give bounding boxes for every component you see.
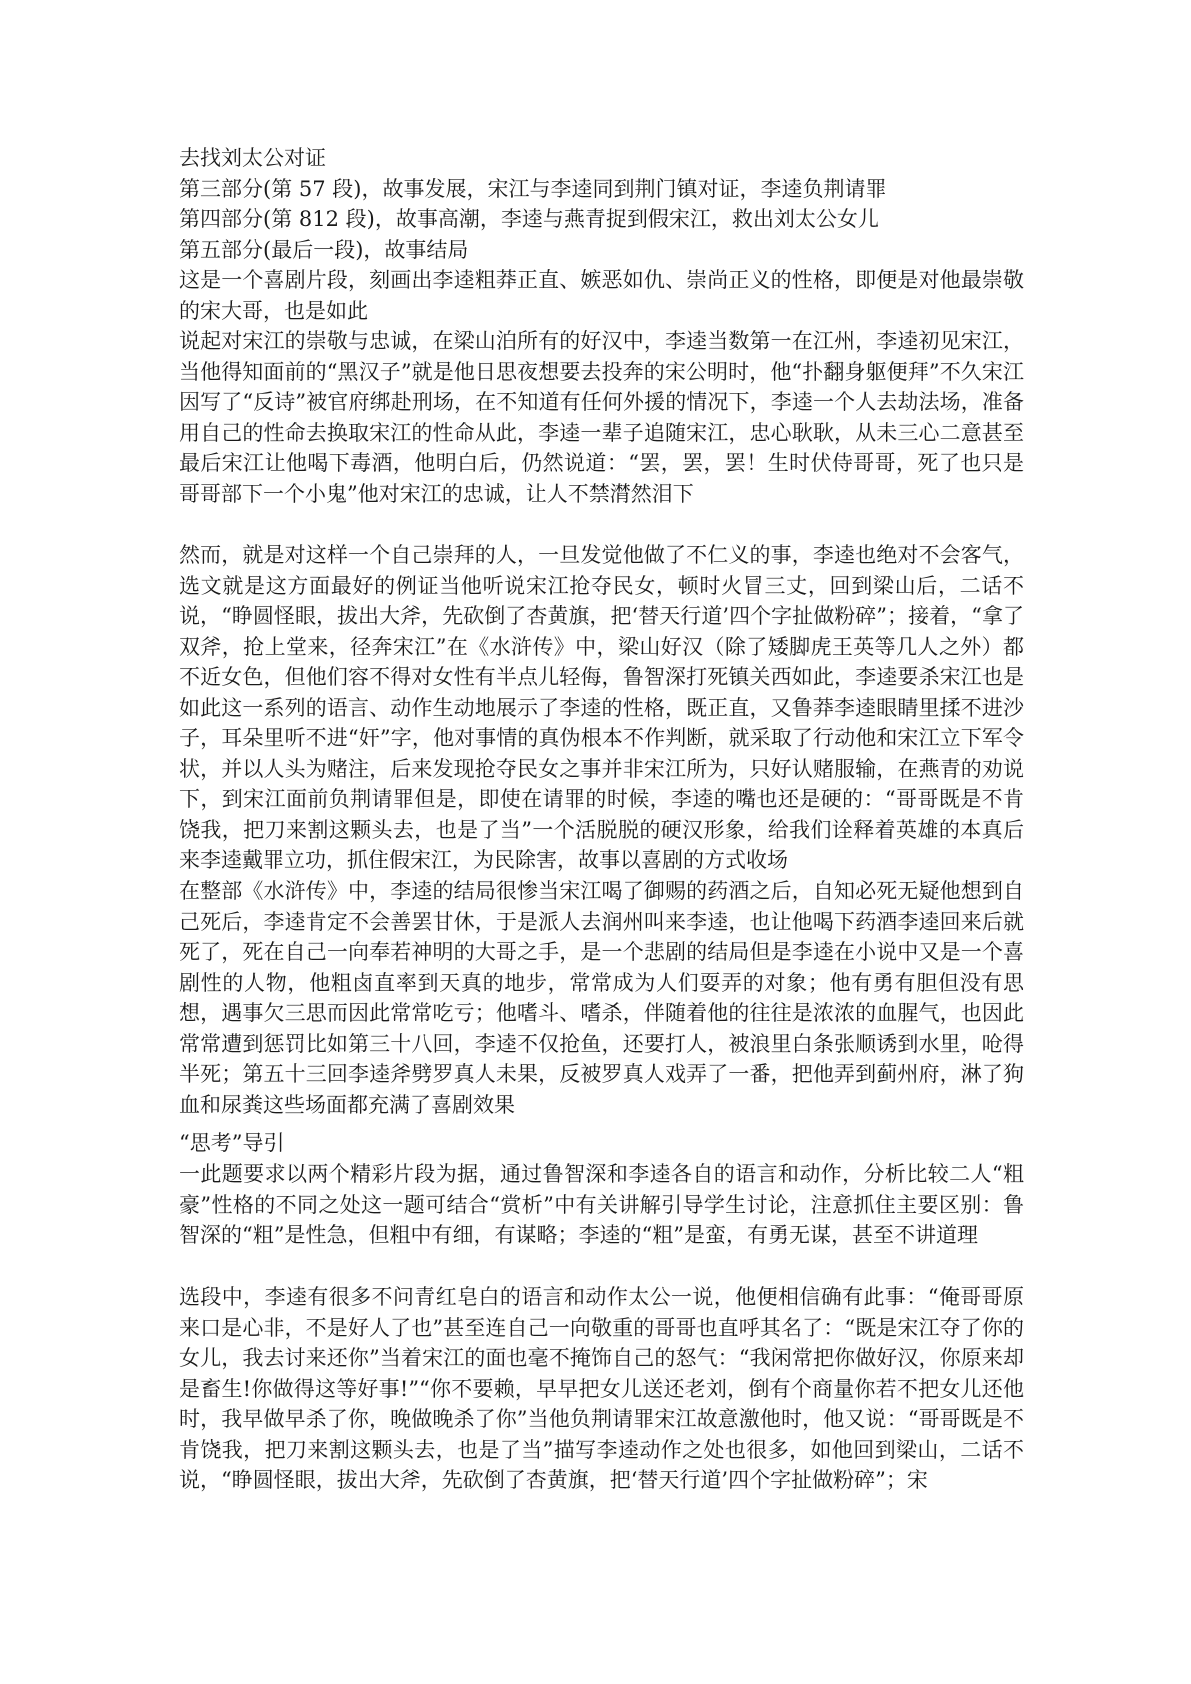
paragraph-3: 第四部分(第 812 段)，故事高潮，李逵与燕青捉到假宋江，救出刘太公女儿 [179, 207, 879, 231]
paragraph-7: 然而，就是对这样一个自己崇拜的人，一旦发觉他做了不仁义的事，李逵也绝对不会客气，选文就是这方面最好的例证当他听说宋江抢夺民女，顿时火冒三丈，回到梁山后，二话不说，“睁圆怪眼，拔出大斧，先砍倒了杏黄旗，把‘替天行道’四个字扯做粉碎”；接着，“拿了双斧，抢上堂来，径奔宋江”在《水浒传》中，梁山好汉（除了矮脚虎王英等几人之外）都不近女色，但他们容不得对女性有半点儿轻侮，鲁智深打死镇关西如此，李逵要杀宋江也是如此这一系列的语言、动作生动地展示了李逵的性格，既正直，又鲁莽李逵眼睛里揉不进沙子，耳朵里听不进“奸”字，他对事情的真伪根本不作判断，就采取了行动他和宋江立下军令状，并以人头为赌注，后来发现抢夺民女之事并非宋江所为，只好认赌服输，在燕青的劝说下，到宋江面前负荆请罪但是，即使在请罪的时候，李逵的嘴也还是硬的：“哥哥既是不肯饶我，把刀来割这颗头去，也是了当”一个活脱脱的硬汉形象，给我们诠释着英雄的本真后来李逵戴罪立功，抓住假宋江，为民除害，故事以喜剧的方式收场 [179, 543, 1024, 872]
section-heading: “思考”导引 [179, 1131, 285, 1155]
document-page [179, 143, 1024, 1583]
paragraph-4: 第五部分(最后一段)，故事结局 [179, 237, 469, 262]
paragraph-9: 一此题要求以两个精彩片段为据，通过鲁智深和李逵各自的语言和动作，分析比较二人“粗豪”性格的不同之处这一题可结合“赏析”中有关讲解引导学生讨论，注意抓住主要区别：鲁智深的“粗”是性急，但粗中有细，有谋略；李逵的“粗”是蛮，有勇无谋，甚至不讲道理 [179, 1162, 1024, 1247]
paragraph-8: 在整部《水浒传》中，李逵的结局很惨当宋江喝了御赐的药酒之后，自知必死无疑他想到自己死后，李逵肯定不会善罢甘休，于是派人去润州叫来李逵，也让他喝下药酒李逵回来后就死了，死在自己一向奉若神明的大哥之手，是一个悲剧的结局但是李逵在小说中又是一个喜剧性的人物，他粗卤直率到天真的地步，常常成为人们耍弄的对象；他有勇有胆但没有思想，遇事欠三思而因此常常吃亏；他嗜斗、嗜杀，伴随着他的往往是浓浓的血腥气，也因此常常遭到惩罚比如第三十八回，李逵不仅抢鱼，还要打人，被浪里白条张顺诱到水里，呛得半死；第五十三回李逵斧劈罗真人未果，反被罗真人戏弄了一番，把他弄到蓟州府，淋了狗血和尿粪这些场面都充满了喜剧效果 [179, 879, 1024, 1117]
paragraph-5: 这是一个喜剧片段，刻画出李逵粗莽正直、嫉恶如仇、崇尚正义的性格，即便是对他最崇敬的宋大哥，也是如此 [179, 268, 1024, 323]
paragraph-10: 选段中，李逵有很多不问青红皂白的语言和动作太公一说，他便相信确有此事：“俺哥哥原来口是心非，不是好人了也”甚至连自己一向敬重的哥哥也直呼其名了：“既是宋江夺了你的女儿，我去讨来还你”当着宋江的面也毫不掩饰自己的怒气：“我闲常把你做好汉，你原来却是畜生!你做得这等好事!”“你不要赖，早早把女儿送还老刘，倒有个商量你若不把女儿还他时，我早做早杀了你，晚做晚杀了你”当他负荆请罪宋江故意激他时，他又说：“哥哥既是不肯饶我，把刀来割这颗头去，也是了当”描写李逵动作之处也很多，如他回到梁山，二话不说，“睁圆怪眼，拔出大斧，先砍倒了杏黄旗，把‘替天行道’四个字扯做粉碎”；宋 [179, 1285, 1024, 1492]
paragraph-6: 说起对宋江的崇敬与忠诚，在梁山泊所有的好汉中，李逵当数第一在江州，李逵初见宋江，当他得知面前的“黑汉子”就是他日思夜想要去投奔的宋公明时，他“扑翻身躯便拜”不久宋江因写了“反诗”被官府绑赴刑场，在不知道有任何外援的情况下，李逵一个人去劫法场，准备用自己的性命去换取宋江的性命从此，李逵一辈子追随宋江，忠心耿耿，从未三心二意甚至最后宋江让他喝下毒酒，他明白后，仍然说道：“罢，罢，罢！生时伏侍哥哥，死了也只是哥哥部下一个小鬼”他对宋江的忠诚，让人不禁潸然泪下 [179, 329, 1024, 506]
paragraph-2: 第三部分(第 57 段)，故事发展，宋江与李逵同到荆门镇对证，李逵负荆请罪 [179, 176, 887, 201]
paragraph-1: 去找刘太公对证 [179, 146, 326, 170]
